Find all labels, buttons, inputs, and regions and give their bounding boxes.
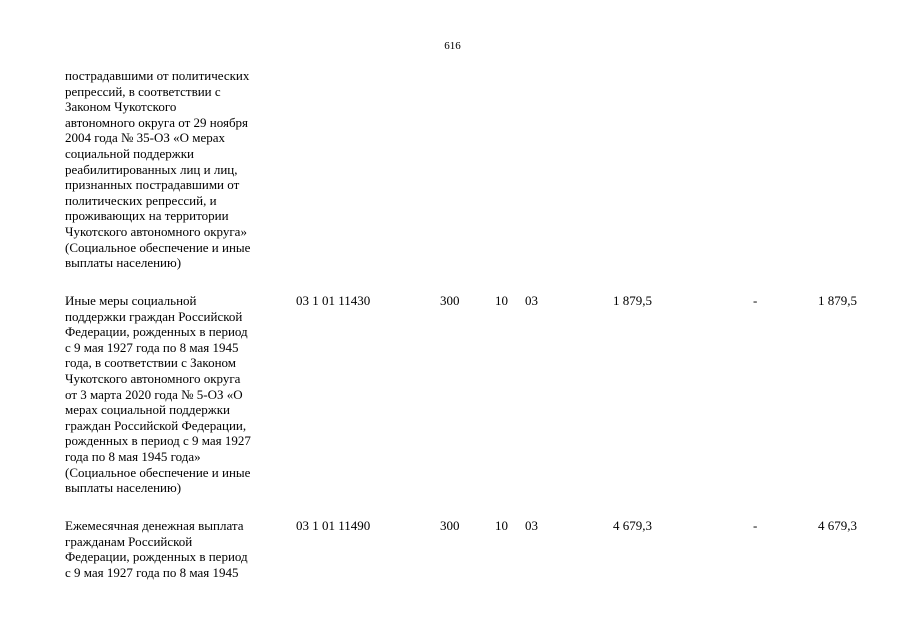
description-line: Ежемесячная денежная выплата xyxy=(65,518,244,533)
row-description xyxy=(65,68,290,271)
subsection-code: 03 xyxy=(525,293,538,308)
description-line: рожденных в период с 9 мая 1927 xyxy=(65,433,251,449)
description-line: выплаты населению) xyxy=(65,480,182,496)
target-article-code: 03 1 01 11430 xyxy=(296,293,371,308)
description-line: политических репрессий, и xyxy=(65,192,217,208)
description-line: поддержки граждан Российской xyxy=(65,308,243,324)
description-line: от 3 марта 2020 года № 5-ОЗ «О xyxy=(65,386,243,402)
expense-type-code: 300 xyxy=(440,518,460,533)
description-line: пострадавшими от политических xyxy=(65,68,250,83)
description-line: с 9 мая 1927 года по 8 мая 1945 xyxy=(65,339,239,355)
expense-type-code: 300 xyxy=(440,293,460,308)
target-article-code: 03 1 01 11490 xyxy=(296,518,371,533)
amount-1: 1 879,5 xyxy=(613,293,652,308)
description-line: 2004 года № 35-ОЗ «О мерах xyxy=(65,130,226,146)
description-line: с 9 мая 1927 года по 8 мая 1945 xyxy=(65,564,239,580)
description-line: Чукотского автономного округа» xyxy=(65,223,247,239)
amount-1: 4 679,3 xyxy=(613,518,652,533)
description-line: признанных пострадавшими от xyxy=(65,177,240,193)
description-line: Иные меры социальной xyxy=(65,293,197,308)
description-line: Законом Чукотского xyxy=(65,99,177,115)
amount-2: - xyxy=(753,293,758,308)
section-code: 10 xyxy=(495,518,508,533)
description-line: проживающих на территории xyxy=(65,208,229,224)
description-line: Федерации, рожденных в период xyxy=(65,549,248,565)
description-line: граждан Российской Федерации, xyxy=(65,417,247,433)
amount-3: 1 879,5 xyxy=(818,293,857,308)
description-line: года, в соответствии с Законом xyxy=(65,355,237,371)
description-line: года по 8 мая 1945 года» xyxy=(65,448,201,464)
description-line: (Социальное обеспечение и иные xyxy=(65,464,251,480)
section-code: 10 xyxy=(495,293,508,308)
subsection-code: 03 xyxy=(525,518,538,533)
description-line: выплаты населению) xyxy=(65,255,182,271)
description-line: (Социальное обеспечение и иные xyxy=(65,239,251,255)
description-line: Чукотского автономного округа xyxy=(65,370,241,386)
description-line: социальной поддержки xyxy=(65,145,194,161)
description-line: автономного округа от 29 ноября xyxy=(65,114,249,130)
row-description xyxy=(65,293,290,496)
row-description xyxy=(65,518,290,580)
description-line: Федерации, рожденных в период xyxy=(65,324,248,340)
description-line: репрессий, в соответствии с xyxy=(65,83,221,99)
page-number: 616 xyxy=(444,40,461,52)
amount-2: - xyxy=(753,518,758,533)
amount-3: 4 679,3 xyxy=(818,518,857,533)
description-line: реабилитированных лиц и лиц, xyxy=(65,161,238,177)
description-line: мерах социальной поддержки xyxy=(65,402,231,418)
description-line: гражданам Российской xyxy=(65,533,193,549)
